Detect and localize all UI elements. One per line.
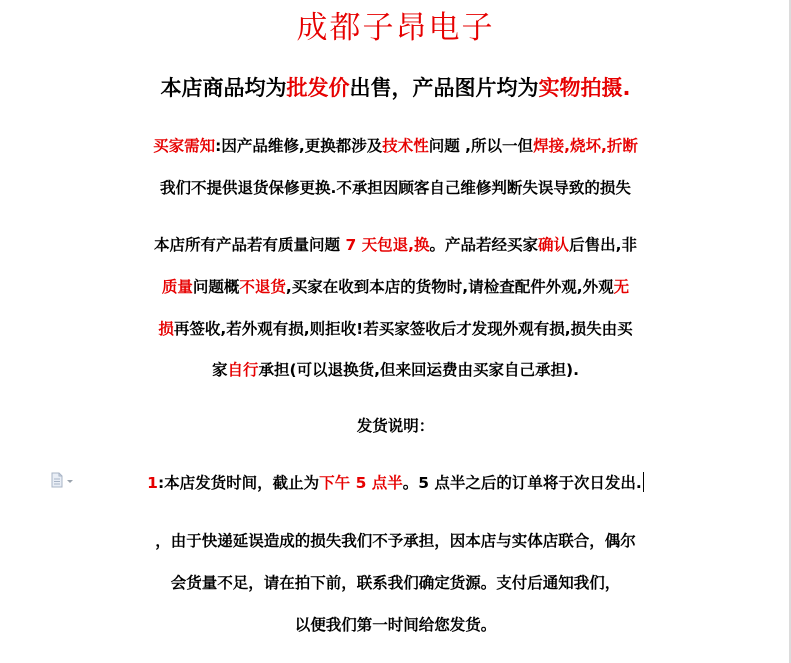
- return-policy-text: 7 天包退,换: [345, 236, 430, 254]
- text-cursor: [643, 472, 644, 492]
- confirm-text: 确认: [538, 236, 570, 254]
- damage-text: 焊接,烧坏,折断: [533, 137, 638, 155]
- policy-text: 承担(可以退换货,但来回运费由买家自己承担).: [258, 361, 579, 379]
- no-return-text: 不退货: [239, 278, 286, 296]
- headline-text-2: 出售，产品图片均为: [349, 76, 539, 100]
- store-title: 成都子昂电子: [296, 10, 495, 46]
- buyer-notice-label: 买家需知: [153, 137, 216, 155]
- policy-text: 家: [212, 361, 228, 379]
- policy-text: 本店所有产品若有质量问题: [154, 236, 346, 254]
- notice-text: 问题 ,所以一但: [428, 137, 534, 155]
- policy-line-4: [0, 358, 791, 380]
- notice-text: :因产品维修,更换都涉及: [215, 137, 383, 155]
- policy-line-2: [0, 275, 791, 297]
- quality-text: 质量: [161, 278, 193, 296]
- policy-text: ,买家在收到本店的货物时,请检查配件外观,外观: [285, 278, 614, 296]
- technical-text: 技术性: [382, 137, 429, 155]
- policy-text: 后售出,非: [569, 236, 637, 254]
- policy-line-1: [0, 233, 791, 255]
- shipping-line-3: 会货量不足，请在拍下前，联系我们确定货源。支付后通知我们，: [170, 574, 621, 592]
- shipping-line-2: ，由于快递延误造成的损失我们不予承担，因本店与实体店联合，偶尔: [155, 532, 636, 550]
- policy-text: 问题概: [192, 278, 240, 296]
- shipping-line-4: 以便我们第一时间给您发货。: [294, 616, 497, 634]
- no-text: 无: [613, 278, 630, 296]
- shipping-heading: 发货说明：: [356, 417, 435, 435]
- policy-text: 。产品若经买家: [429, 236, 539, 254]
- item-number: 1: [147, 474, 158, 492]
- policy-text: 再签收,若外观有损,则拒收!若买家签收后才发现外观有损,损失由买: [173, 320, 633, 338]
- headline-real-photo: 实物拍摄.: [538, 76, 631, 100]
- self-text: 自行: [227, 361, 259, 379]
- damage-char: 损: [158, 320, 174, 338]
- headline-wholesale: 批发价: [286, 76, 350, 100]
- policy-line-3: [0, 317, 791, 339]
- notice-line-1: [0, 134, 791, 156]
- notice-line-2: 我们不提供退货保修更换.不承担因顾客自己维修判断失误导致的损失: [160, 179, 631, 197]
- headline-text-1: 本店商品均为: [160, 76, 287, 100]
- shipping-line-1: [0, 471, 791, 493]
- shipping-text: 。5 点半之后的订单将于次日发出.: [402, 474, 642, 492]
- shipping-text: :本店发货时间，截止为: [157, 474, 320, 492]
- cutoff-time: 下午 5 点半: [319, 474, 403, 492]
- headline: [0, 72, 791, 102]
